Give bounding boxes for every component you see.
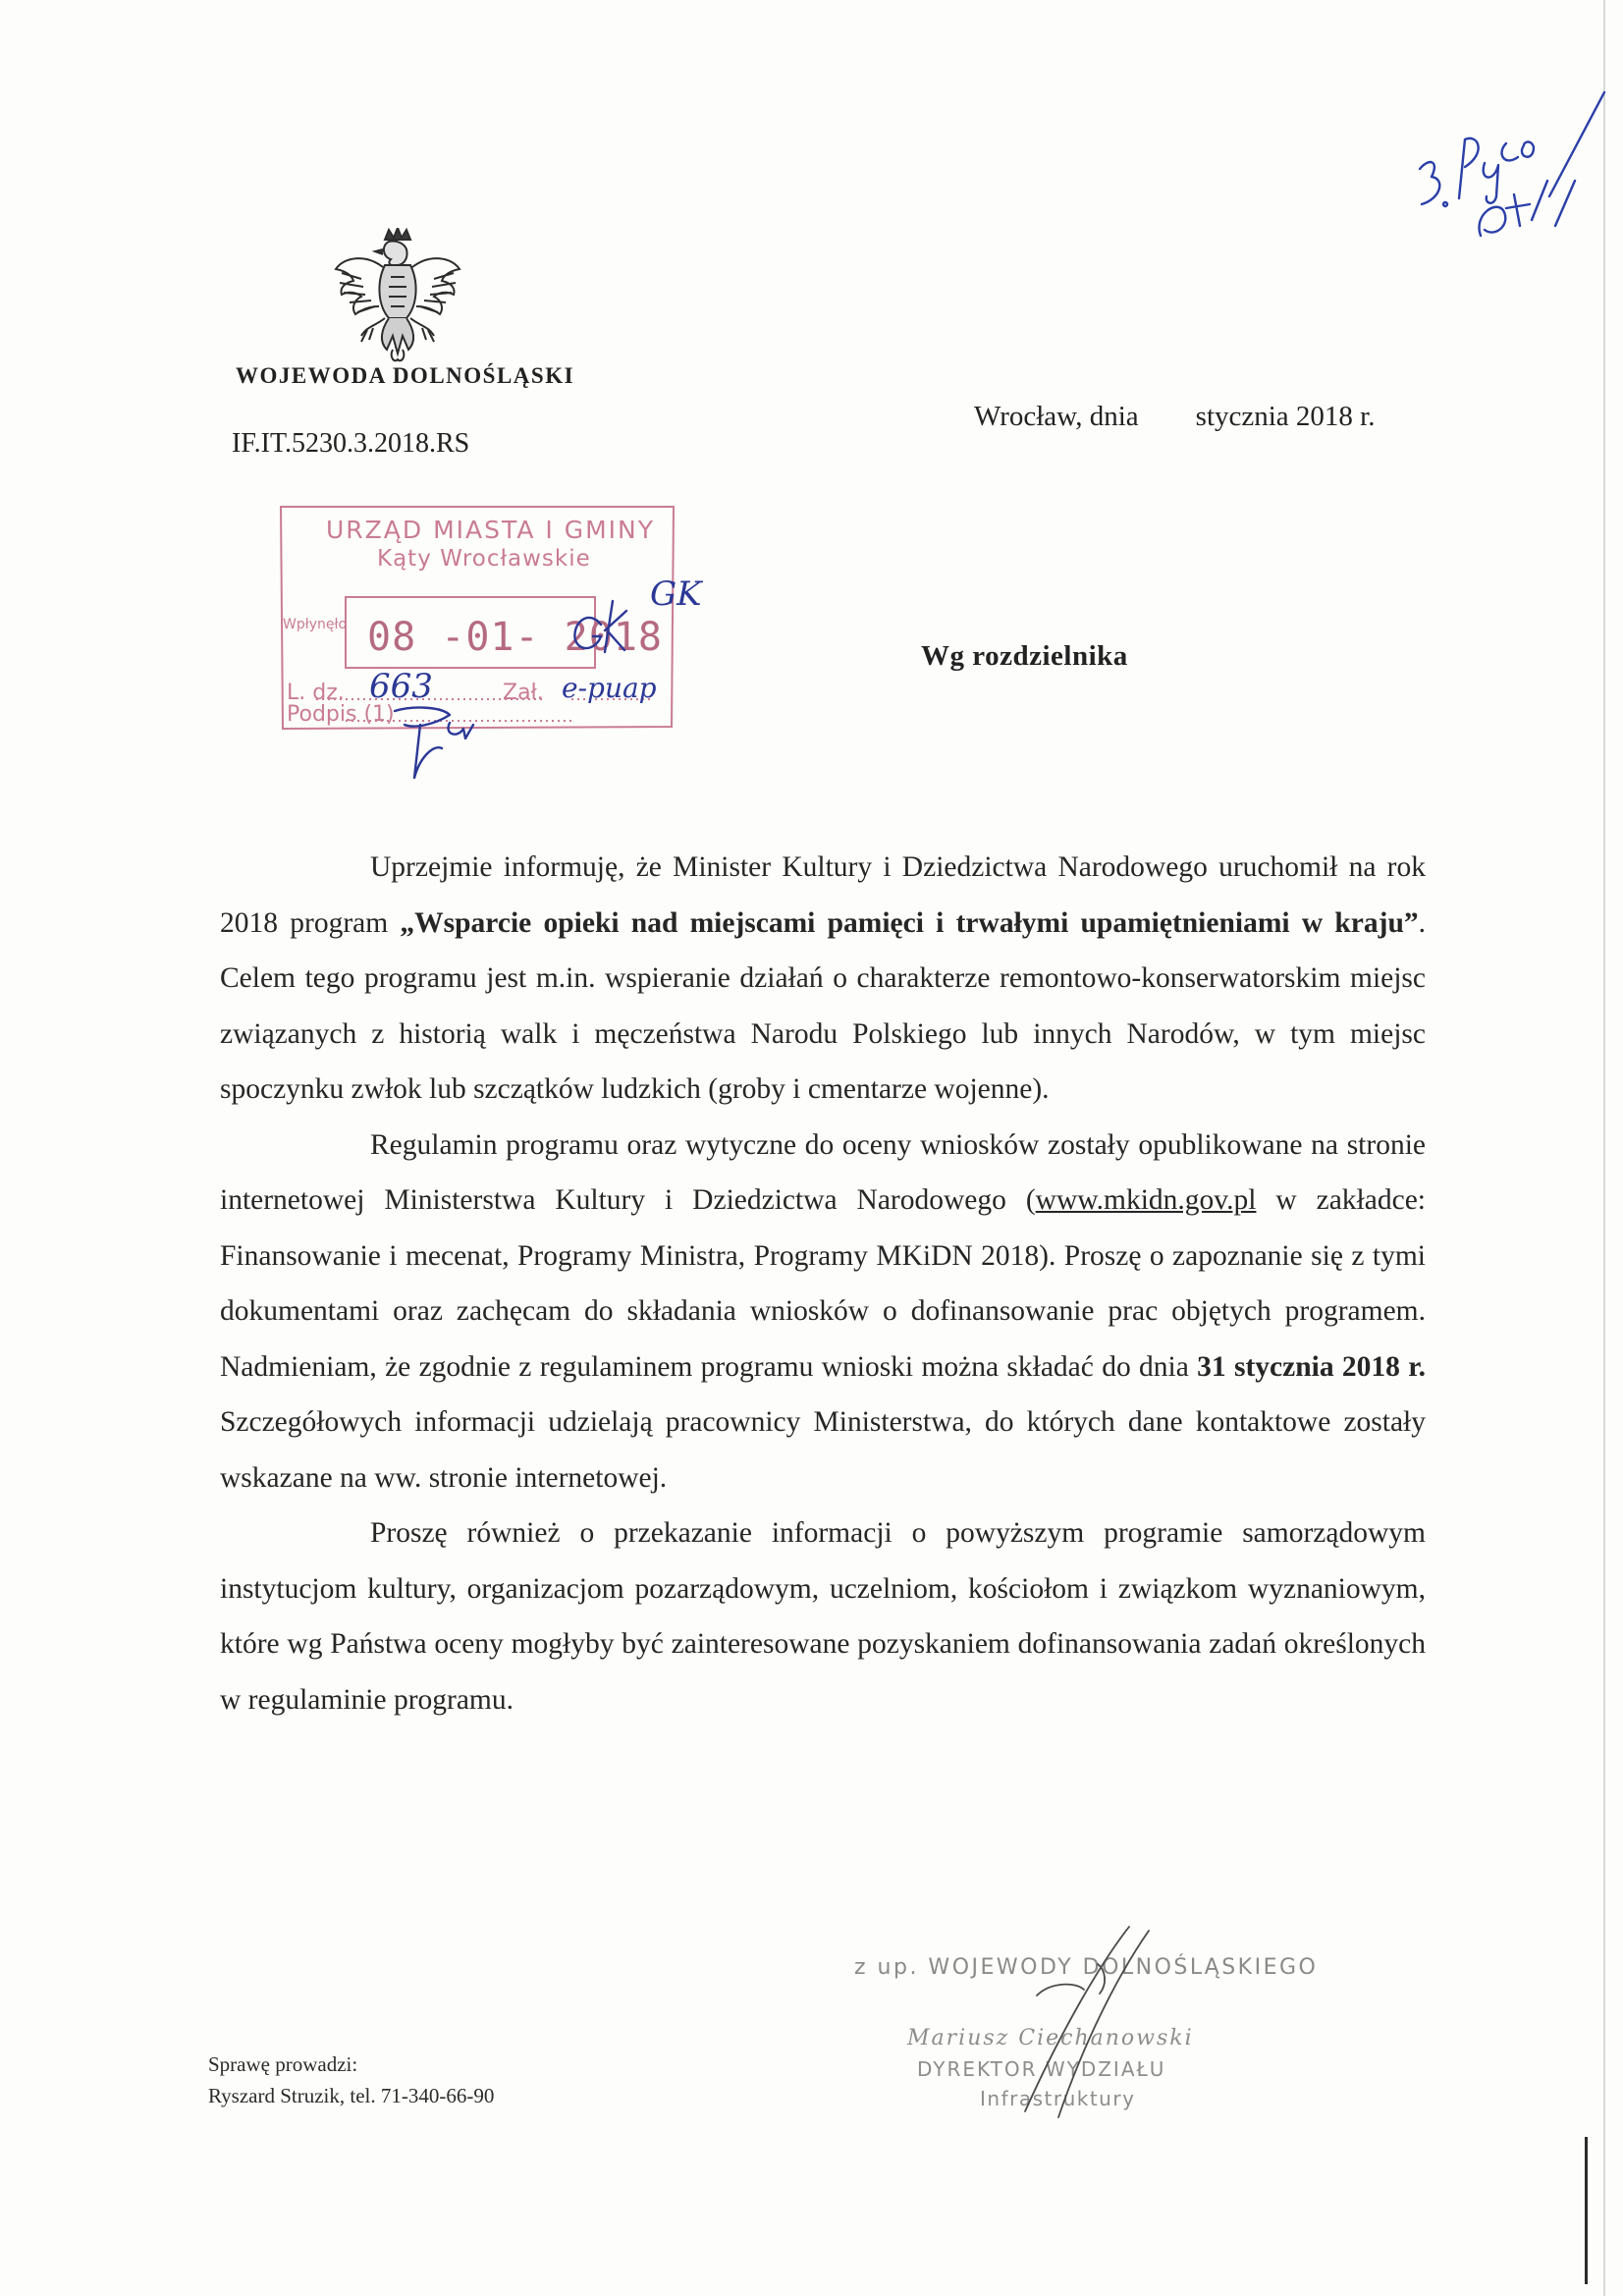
case-handler-label: Sprawę prowadzi: xyxy=(208,2052,358,2076)
stamp-office-line2: Kąty Wrocławskie xyxy=(377,546,591,572)
scan-edge-line xyxy=(1603,0,1605,2296)
ministry-website-link[interactable]: www.mkidn.gov.pl xyxy=(1035,1184,1257,1216)
handwritten-corner-note xyxy=(1402,88,1608,246)
stamp-initials: GK xyxy=(650,574,702,614)
stamp-office-line1: URZĄD MIASTA I GMINY xyxy=(326,516,655,544)
stamp-attachments-value: e-puap xyxy=(562,672,657,704)
addressee: Wg rozdzielnika xyxy=(921,640,1128,672)
polish-eagle-emblem-icon xyxy=(332,228,463,365)
signature-authority: z up. WOJEWODY DOLNOŚLĄSKIEGO xyxy=(854,1955,1319,1980)
stamp-signature-label: Podpis (1) xyxy=(287,702,395,727)
program-name: „Wsparcie opieki nad miejscami pamięci i trwałymi upamiętnieniami w kraju” xyxy=(400,906,1419,939)
signature-position: DYREKTOR WYDZIAŁU xyxy=(917,2057,1166,2081)
deadline-date: 31 stycznia 2018 r. xyxy=(1197,1350,1426,1383)
stamp-case-number-value: 663 xyxy=(369,667,433,706)
stamp-attachments-label: Zał. xyxy=(503,681,544,705)
stamp-received-label: Wpłynęło xyxy=(283,617,348,632)
case-handler-contact: Ryszard Struzik, tel. 71-340-66-90 xyxy=(208,2084,495,2107)
stamp-handwriting xyxy=(277,503,738,788)
handwritten-signature xyxy=(982,1925,1159,2121)
paragraph-1: Uprzejmie informuję, że Minister Kultury i Dziedzictwa Narodowego uruchomił na rok 2018 program „Wsparcie opieki nad miejscami pamięci i trwałymi upamiętnieniami w kraju”. Celem tego programu jest m.in. wspieranie działań o charakterze remontowo-konserwatorskim miejsc związanych z historią walk i męczeństwa Narodu Polskiego lub innych Narodów, w tym miejsc spoczynku zwłok lub szczątków ludzkich (groby i cmentarze wojenne). xyxy=(220,851,1426,1105)
letter-body xyxy=(220,840,1426,1727)
reference-number: IF.IT.5230.3.2018.RS xyxy=(232,428,470,459)
signature-department: Infrastruktury xyxy=(980,2087,1136,2110)
scan-edge-mark xyxy=(1585,2137,1588,2284)
paragraph-2: Regulamin programu oraz wytyczne do oceny wniosków zostały opublikowane na stronie internetowej Ministerstwa Kultury i Dziedzictwa Narodowego (www.mkidn.gov.pl w zakładce: Finansowanie i mecenat, Programy Ministra, Programy MKiDN 2018). Proszę o zapoznanie się z tymi dokumentami oraz zachęcam do składania wniosków o dofinansowanie prac objętych programem. Nadmieniam, że zgodnie z regulaminem programu wnioski można składać do dnia 31 stycznia 2018 r. Szczegółowych informacji udzielają pracownicy Ministerstwa, do których dane kontaktowe zostały wskazane na ww. stronie internetowej. xyxy=(220,1128,1426,1494)
issuer-title: WOJEWODA DOLNOŚLĄSKI xyxy=(236,363,575,388)
paragraph-3: Proszę również o przekazanie informacji o powyższym programie samorządowym instytucjom kultury, organizacjom pozarządowym, uczelniom, kościołom i związkom wyznaniowym, które wg Państwa oceny mogłyby być zainteresowane pozyskaniem dofinansowania zadań określonych w regulaminie programu. xyxy=(220,1517,1426,1716)
stamp-received-date: 08 -01- 2018 xyxy=(367,615,663,660)
signature-name: Mariusz Ciechanowski xyxy=(907,2026,1194,2050)
stamp-case-number-label: L. dz. xyxy=(287,681,345,705)
place-and-date: Wrocław, dnia stycznia 2018 r. xyxy=(974,401,1376,432)
